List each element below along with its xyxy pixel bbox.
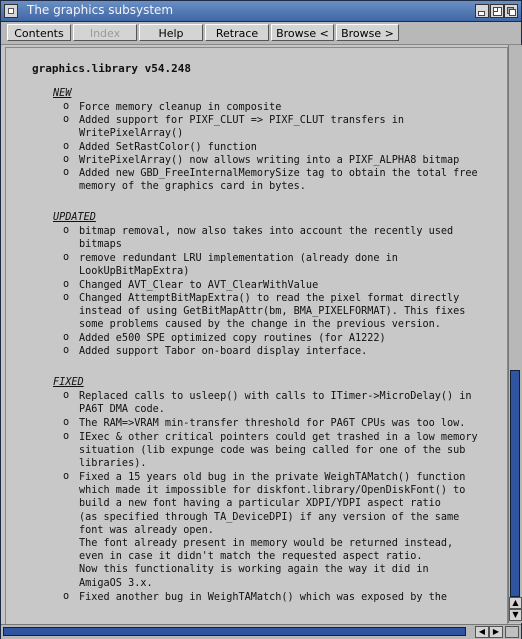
list-item: o IExec & other critical pointers could get trashed in a low memory situation (lib expunge code was being called for one of the sub libraries).: [63, 431, 478, 470]
arrow-up-icon[interactable]: ▲: [509, 597, 522, 609]
list-item: o Added support for PIXF_CLUT => PIXF_CLUT transfers in WritePixelArray(): [63, 114, 405, 140]
list-item: o The RAM=>VRAM min-transfer threshold for PA6T CPUs was too low.: [63, 417, 466, 429]
retrace-button[interactable]: Retrace: [205, 24, 269, 41]
contents-button[interactable]: Contents: [7, 24, 71, 41]
browse-next-button[interactable]: Browse >: [336, 24, 399, 41]
browse-prev-button[interactable]: Browse <: [271, 24, 334, 41]
list-item: o remove redundant LRU implementation (already done in LookUpBitMapExtra): [63, 252, 398, 278]
list-item: o WritePixelArray() now allows writing into a PIXF_ALPHA8 bitmap: [63, 154, 460, 166]
vertical-scrollbar[interactable]: [508, 45, 522, 623]
help-button[interactable]: Help: [139, 24, 203, 41]
list-item: o Changed AttemptBitMapExtra() to read the pixel format directly instead of using GetBitMapAttr(bm, BMA_PIXELFORMAT). This fixes some problems caused by the change in the previous version.: [63, 292, 466, 331]
arrow-right-icon[interactable]: ▶: [489, 626, 503, 638]
depth-icon[interactable]: [504, 4, 518, 18]
document-view[interactable]: [5, 47, 508, 626]
section-title-updated: UPDATED: [53, 212, 96, 223]
section-title-new: NEW: [53, 88, 72, 99]
list-item: o Added new GBD_FreeInternalMemorySize tag to obtain the total free memory of the graphics card in bytes.: [63, 167, 478, 193]
list-item: o Changed AVT_Clear to AVT_ClearWithValue: [63, 279, 319, 291]
arrow-left-icon[interactable]: ◀: [475, 626, 489, 638]
title-bar[interactable]: [1, 1, 521, 22]
iconify-icon[interactable]: [475, 4, 489, 18]
window-title: The graphics subsystem: [27, 3, 174, 17]
list-item: o Added support Tabor on-board display interface.: [63, 345, 368, 357]
list-item: o Replaced calls to usleep() with calls to ITimer->MicroDelay() in PA6T DMA code.: [63, 390, 472, 416]
zoom-icon[interactable]: [490, 4, 504, 18]
toolbar: [1, 22, 521, 45]
list-item: o Fixed a 15 years old bug in the private WeighTAMatch() function which made it impossible for diskfont.library/OpenDiskFont() to build a new font having a particular XDPI/YDPI aspect ratio (as specified through TA_DeviceDPI) if any version of the same font was already open. The font already present in memory would be returned instead, even in case it didn't match the requested aspect ratio. Now this functionality is working again the way it did in AmigaOS 3.x.: [63, 471, 466, 589]
section-title-fixed: FIXED: [53, 377, 84, 388]
index-button[interactable]: Index: [73, 24, 137, 41]
vertical-scroll-thumb[interactable]: [510, 370, 520, 597]
library-version: graphics.library v54.248: [32, 62, 191, 75]
list-item: o Force memory cleanup in composite: [63, 101, 282, 113]
horizontal-scrollbar[interactable]: [1, 624, 521, 639]
close-icon[interactable]: [4, 4, 18, 18]
horizontal-scroll-thumb[interactable]: [3, 627, 466, 636]
list-item: o Fixed another bug in WeighTAMatch() which was exposed by the: [63, 591, 448, 603]
list-item: o bitmap removal, now also takes into account the recently used bitmaps: [63, 225, 454, 251]
resize-grip[interactable]: [505, 626, 519, 638]
arrow-down-icon[interactable]: ▼: [509, 609, 522, 621]
list-item: o Added e500 SPE optimized copy routines (for A1222): [63, 332, 386, 344]
list-item: o Added SetRastColor() function: [63, 141, 257, 153]
